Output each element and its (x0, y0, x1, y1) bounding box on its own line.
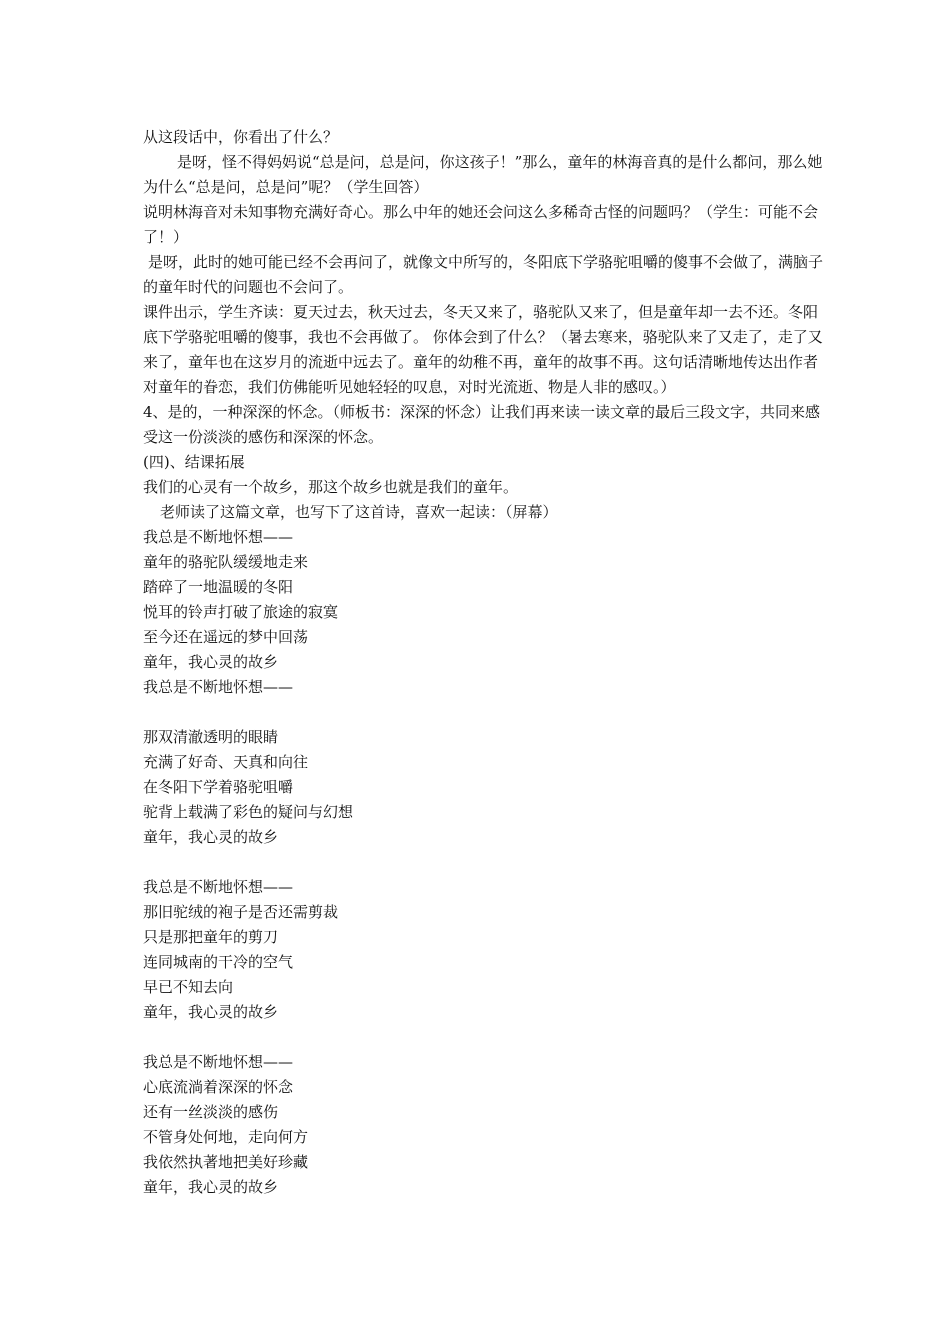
poem-stanza-4 (143, 1050, 823, 1200)
poem-line: 童年，我心灵的故乡 (143, 1003, 279, 1021)
poem-line: 心底流淌着深深的怀念 (143, 1078, 294, 1096)
paragraph-always-asking: 是呀，怪不得妈妈说“总是问，总是问，你这孩子！”那么，童年的林海音真的是什么都问，那么她为什么“总是问，总是问”呢？（学生回答） (143, 153, 823, 196)
poem-line: 童年，我心灵的故乡 (143, 1178, 279, 1196)
poem-line: 至今还在遥远的梦中回荡 (143, 628, 309, 646)
poem-line: 悦耳的铃声打破了旅途的寂寞 (143, 603, 339, 621)
poem-line: 还有一丝淡淡的感伤 (143, 1103, 279, 1121)
poem-line: 早已不知去向 (143, 978, 234, 996)
paragraph-no-longer-ask: 是呀，此时的她可能已经不会再问了，就像文中所写的，冬阳底下学骆驼咀嚼的傻事不会做了，满脑子的童年时代的问题也不会问了。 (143, 253, 824, 296)
poem-line: 童年的骆驼队缓缓地走来 (143, 553, 309, 571)
section-heading-extension: (四)、结课拓展 (143, 453, 245, 471)
stanza-break (143, 700, 823, 725)
document-page (143, 125, 823, 1200)
paragraph-teacher-poem-intro: 老师读了这篇文章，也写下了这首诗，喜欢一起读：（屏幕） (160, 503, 558, 521)
poem-line: 那双清澈透明的眼睛 (143, 728, 279, 746)
poem-line: 只是那把童年的剪刀 (143, 928, 279, 946)
stanza-break (143, 1025, 823, 1050)
prose-section (143, 125, 823, 525)
poem-line: 童年，我心灵的故乡 (143, 828, 279, 846)
paragraph-deep-nostalgia: 4、是的，一种深深的怀念。（师板书：深深的怀念）让我们再来读一读文章的最后三段文字，共同来感受这一份淡淡的感伤和深深的怀念。 (143, 403, 821, 446)
poem-line: 那旧驼绒的袍子是否还需剪裁 (143, 903, 339, 921)
poem-line: 充满了好奇、天真和向往 (143, 753, 309, 771)
poem-stanza-3 (143, 875, 823, 1025)
poem-line: 驼背上载满了彩色的疑问与幻想 (143, 803, 354, 821)
poem-line: 我总是不断地怀想—— (143, 1053, 294, 1071)
poem (143, 525, 823, 1200)
poem-line: 踏碎了一地温暖的冬阳 (143, 578, 294, 596)
poem-line: 我总是不断地怀想—— (143, 678, 294, 696)
poem-line: 连同城南的干冷的空气 (143, 953, 294, 971)
poem-stanza-1 (143, 525, 823, 700)
stanza-break (143, 850, 823, 875)
poem-line: 我依然执著地把美好珍藏 (143, 1153, 309, 1171)
poem-stanza-2 (143, 725, 823, 850)
paragraph-question: 从这段话中，你看出了什么？ (143, 128, 339, 146)
poem-line: 在冬阳下学着骆驼咀嚼 (143, 778, 294, 796)
poem-line: 不管身处何地，走向何方 (143, 1128, 309, 1146)
poem-line: 我总是不断地怀想—— (143, 528, 294, 546)
paragraph-curiosity: 说明林海音对未知事物充满好奇心。那么中年的她还会问这么多稀奇古怪的问题吗？（学生：可能不会了！） (143, 203, 819, 246)
poem-line: 童年，我心灵的故乡 (143, 653, 279, 671)
paragraph-courseware-reading: 课件出示，学生齐读：夏天过去，秋天过去，冬天又来了，骆驼队又来了，但是童年却一去不还。冬阳底下学骆驼咀嚼的傻事，我也不会再做了。 你体会到了什么？（暑去寒来，骆驼队来了又走了，走了又来了，童年也在这岁月的流逝中远去了。童年的幼稚不再，童年的故事不再。这句话清晰地传达出作者对童年的眷恋，我们仿佛能听见她轻轻的叹息，对时光流逝、物是人非的感叹。） (143, 303, 823, 396)
poem-line: 我总是不断地怀想—— (143, 878, 294, 896)
paragraph-hometown: 我们的心灵有一个故乡，那这个故乡也就是我们的童年。 (143, 478, 519, 496)
